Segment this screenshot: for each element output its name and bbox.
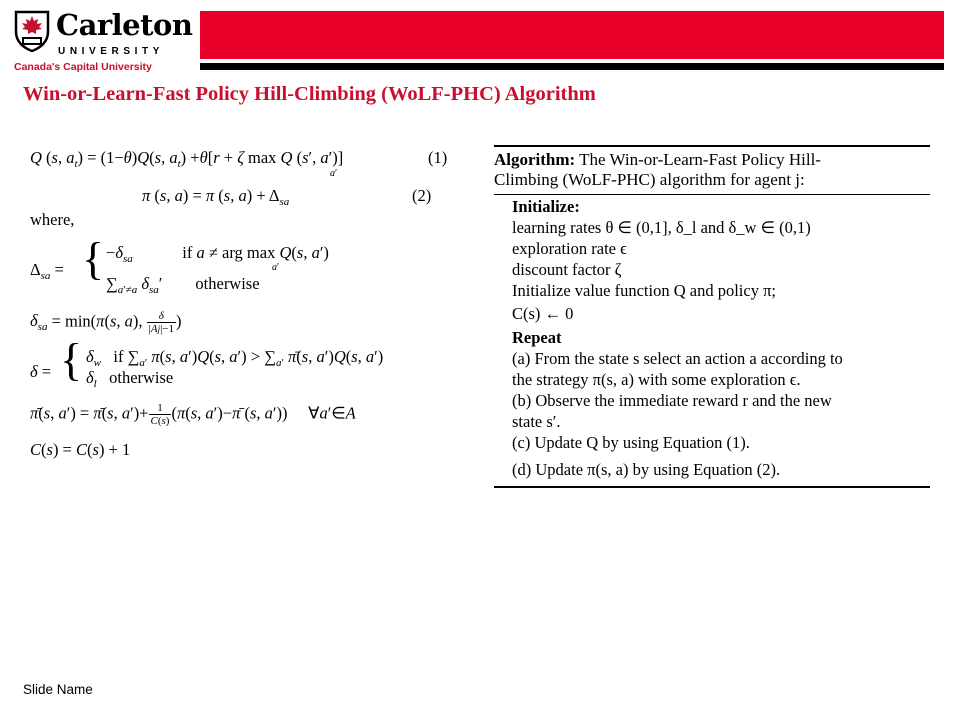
algorithm-top-rule bbox=[494, 145, 930, 147]
delta-sa-case-2: $\sum_{a'\ne a}$ $\delta_{sa}'$ otherwise bbox=[106, 274, 260, 296]
delta-sa-case-1: $-\delta_{sa}$ if a ≠ arg max Q(s, a′) bbox=[106, 243, 329, 265]
algorithm-repeat-line: (c) Update Q by using Equation (1). bbox=[512, 433, 750, 452]
carleton-logo bbox=[12, 8, 193, 74]
equation-1: Q (s, $a_t) = (1-\theta)Q(s$, $a_t) +\theta[r + \zeta$ max Q (s′, a′)] bbox=[30, 148, 344, 170]
equation-1-max-subscript: a′ bbox=[330, 168, 338, 179]
algorithm-header bbox=[494, 150, 930, 190]
equation-2-label: (2) bbox=[412, 186, 432, 205]
delta-sa-brace: { bbox=[82, 233, 105, 284]
algorithm-repeat-line: (a) From the state s select an action a according to bbox=[512, 349, 843, 368]
algorithm-header-text-1: The Win-or-Learn-Fast Policy Hill- bbox=[579, 150, 821, 169]
algorithm-repeat-line: (b) Observe the immediate reward r and the new bbox=[512, 391, 832, 410]
footer-slide-name: Slide Name bbox=[23, 682, 93, 697]
logo-university: UNIVERSITY bbox=[58, 46, 165, 57]
algorithm-repeat-line: the strategy π(s, a) with some exploration ϵ. bbox=[512, 370, 801, 389]
equation-2: π (s, a) = π (s, $a) + \Delta_{sa}$ bbox=[142, 186, 290, 208]
delta-sa-max-subscript: a′ bbox=[272, 262, 280, 273]
algorithm-header-rule bbox=[494, 194, 930, 195]
where-label: where, bbox=[30, 210, 75, 229]
delta-brace: { bbox=[60, 334, 83, 385]
algorithm-init-line: exploration rate ϵ bbox=[512, 239, 627, 258]
delta-case-2: $\delta_l$ otherwise bbox=[86, 368, 174, 390]
algorithm-init-line: Initialize value function Q and policy π; bbox=[512, 281, 776, 300]
equation-1-label: (1) bbox=[428, 148, 448, 167]
algorithm-repeat-line: state s′. bbox=[512, 412, 561, 431]
algorithm-header-text-2: Climbing (WoLF-PHC) algorithm for agent j: bbox=[494, 170, 805, 189]
header-red-bar bbox=[200, 11, 944, 59]
equations-block bbox=[30, 140, 475, 470]
delta-case-1: $\delta_w$ if $\sum_{a'}$ π(s, a′)Q(s, $a') > \sum_{a'}$ π̄(s, a′)Q(s, a′) bbox=[86, 347, 384, 369]
logo-wordmark: Carleton bbox=[56, 8, 193, 42]
slide-title: Win-or-Learn-Fast Policy Hill-Climbing (WoLF-PHC) Algorithm bbox=[23, 83, 596, 105]
algorithm-init-line: discount factor ζ bbox=[512, 260, 622, 279]
algorithm-box bbox=[494, 145, 930, 488]
delta-sa-definition: $\delta_{sa} = \min(\pi(s$, a), $\frac{\delta}{|Aj|-1}$ ) bbox=[30, 310, 182, 335]
delta-lhs: δ = bbox=[30, 362, 52, 381]
count-update: C(s) = C(s) + 1 bbox=[30, 440, 131, 459]
algorithm-init-line: C(s) ← 0 bbox=[512, 304, 574, 323]
algorithm-init-line: learning rates θ ∈ (0,1], δ_l and δ_w ∈ (0,1) bbox=[512, 218, 811, 237]
header-black-bar bbox=[200, 63, 944, 70]
algorithm-repeat: Repeat bbox=[512, 328, 562, 347]
algorithm-bottom-rule bbox=[494, 486, 930, 488]
logo-tagline: Canada's Capital University bbox=[14, 61, 152, 73]
delta-sa-lhs: $\Delta_{sa}$ = bbox=[30, 260, 64, 282]
pi-bar-update: π̄(s, a′) = π̄(s, a′)+ $\frac{1}{C(s)}$ (π(s, a′)−π̄ (s, a′)) ∀a′∈A bbox=[30, 402, 356, 427]
algorithm-initialize: Initialize: bbox=[512, 197, 580, 216]
algorithm-header-label: Algorithm: bbox=[494, 150, 576, 169]
algorithm-repeat-line: (d) Update π(s, a) by using Equation (2). bbox=[512, 460, 781, 479]
shield-icon bbox=[14, 10, 50, 52]
